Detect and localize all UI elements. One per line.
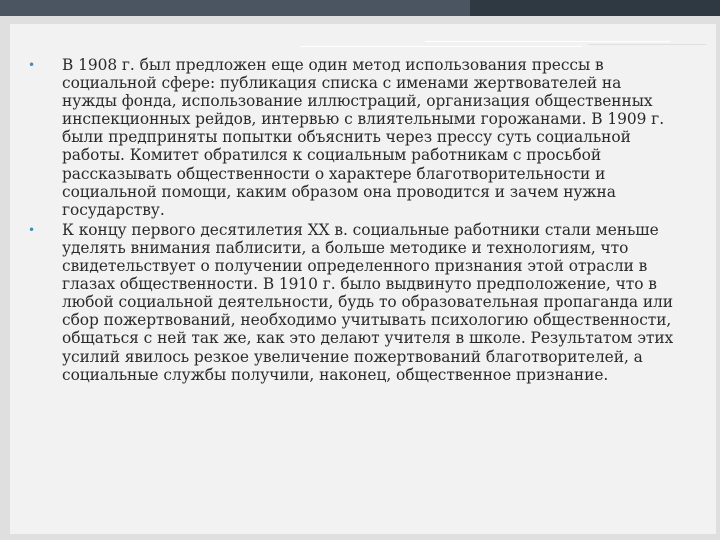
bullet-text: К концу первого десятилетия XX в. социальные работники стали меньше уделять внимания паблисити, а больше методике и технологиям, что свидетельствует о получении определенного признания этой отрасли в глазах общественности. В 1910 г. было выдвинуто предположение, что в любой социальной деятельности, будь то образовательная пропаганда или сбор пожертвований, необходимо учитывать психологию общественности, общаться с ней так же, как это делают учителя в школе. Результатом этих усилий явилось резкое увеличение пожертвований благотворителей, а социальные службы получили, наконец, общественное признание.: [62, 220, 674, 384]
bullet-item: [28, 56, 678, 219]
decorative-line: [425, 41, 670, 42]
bullet-text: В 1908 г. был предложен еще один метод использования прессы в социальной сфере: публикация списка с именами жертвователей на нужды фонда, использование иллюстраций, организация общественных инспекционных рейдов, интервью с влиятельными горожанами. В 1909 г. были предприняты попытки объяснить через прессу суть социальной работы. Комитет обратился к социальным работникам с просьбой рассказывать общественности о характере благотворительности и социальной помощи, каким образом она проводится и зачем нужна государству.: [62, 56, 665, 219]
decorative-line: [588, 44, 706, 45]
header-band: [0, 0, 720, 16]
bullet-icon: •: [28, 222, 36, 237]
bullet-item: [28, 221, 678, 384]
header-accent-block: [470, 0, 720, 16]
decorative-line: [300, 46, 582, 47]
bullet-list: [28, 56, 678, 386]
bullet-icon: •: [28, 58, 36, 72]
